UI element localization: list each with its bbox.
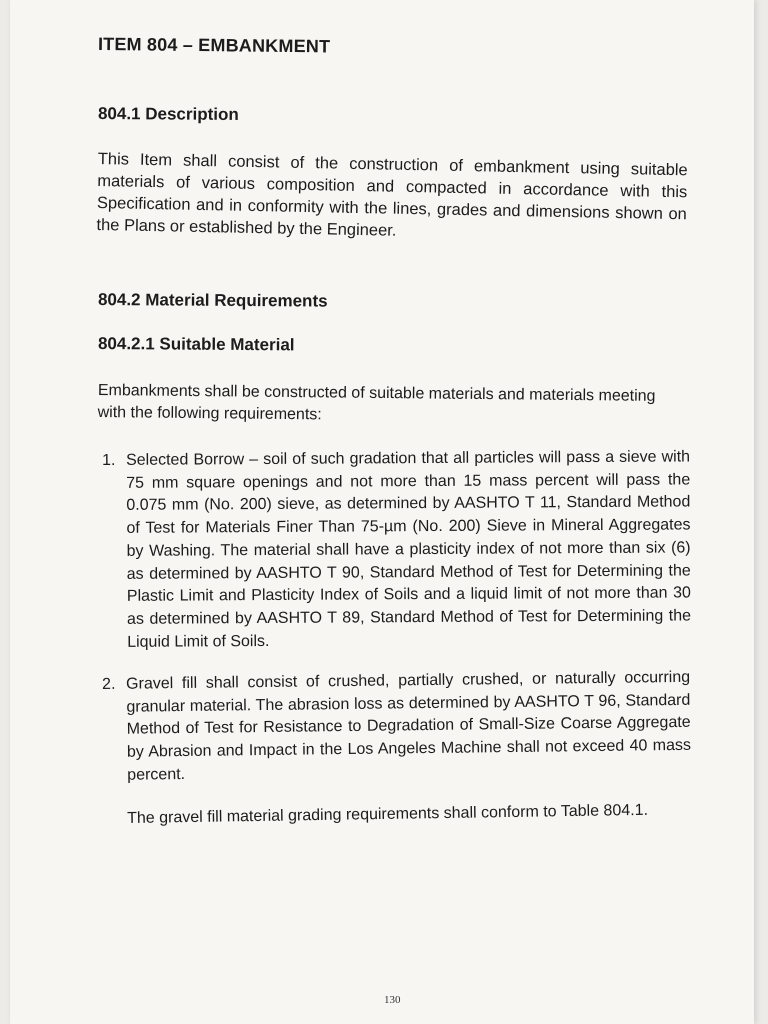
suitable-material-intro: Embankments shall be constructed of suitable materials and materials meeting with the following requirements: xyxy=(97,381,656,424)
requirements-list-item-1 xyxy=(102,446,691,654)
gravel-grading-note: The gravel fill material grading requirements shall conform to Table 804.1. xyxy=(127,801,649,827)
requirements-list-item-2 xyxy=(102,667,691,788)
page-number: 130 xyxy=(384,994,401,1006)
list-item-number: 1. xyxy=(102,451,116,469)
description-paragraph: This Item shall consist of the construction of embankment using suitable materials of various composition and compacted in accordance with this Specification and in conformity with the lines, grades and dimensions shown on the Plans or established by the Engineer. xyxy=(96,149,688,240)
item-title: ITEM 804 – EMBANKMENT xyxy=(97,34,331,57)
list-item-text: Selected Borrow – soil of such gradation that all particles will pass a sieve with 75 mm square openings and not more than 15 mass percent will pass the 0.075 mm (No. 200) sieve, as determined by AASHTO T 11, Standard Method of Test for Materials Finer Than 75-µm (No. 200) Sieve in Mineral Aggregates by Washing. The material shall have a plasticity index of not more than six (6) as determined by AASHTO T 90, Standard Method of Test for Determining the Plastic Limit and Plasticity Index of Soils and a liquid limit of not more than 30 as determined by AASHTO T 89, Standard Method of Test for Determining the Liquid Limit of Soils. xyxy=(126,448,692,651)
list-item-number: 2. xyxy=(102,675,116,693)
list-item xyxy=(102,667,691,788)
section-heading-description: 804.1 Description xyxy=(97,104,239,124)
section-heading-material-requirements: 804.2 Material Requirements xyxy=(97,290,328,311)
list-item xyxy=(102,446,691,654)
list-item-text: Gravel fill shall consist of crushed, partially crushed, or naturally occurring granular material. The abrasion loss as determined by AASHTO T 96, Standard Method of Test for Resistance to Degradation of Small-Size Coarse Aggregate by Abrasion and Impact in the Los Angeles Machine shall not exceed 40 mass percent. xyxy=(126,668,692,784)
document-page xyxy=(10,0,754,1024)
subsection-heading-suitable-material: 804.2.1 Suitable Material xyxy=(97,334,295,355)
